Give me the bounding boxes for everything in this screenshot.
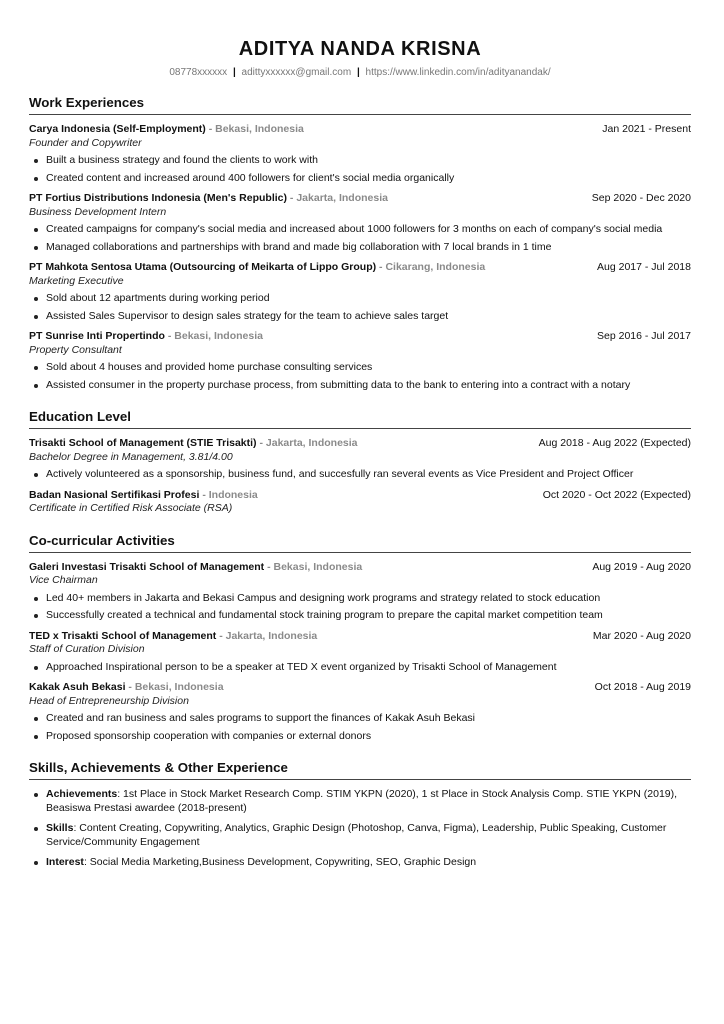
organization-name: Kakak Asuh Bekasi (29, 681, 126, 693)
organization-name: TED x Trisakti School of Management (29, 629, 217, 642)
entry-role: Certificate in Certified Risk Associate (RSA) (29, 502, 233, 514)
education-section (29, 409, 691, 516)
resume-entry (29, 123, 691, 185)
bullet-item: Created content and increased around 400 followers for client's social media organically (29, 172, 691, 186)
bullet-item: Led 40+ members in Jakarta and Bekasi Campus and designing work programs and strategy related to stock education (29, 592, 691, 606)
entry-role: Head of Entrepreneurship Division (29, 694, 189, 707)
entry-role: Bachelor Degree in Management, 3.81/4.00 (29, 450, 233, 463)
resume-page (29, 0, 691, 877)
candidate-name: ADITYA NANDA KRISNA (238, 38, 482, 60)
organization-location: - Jakarta, Indonesia (287, 192, 388, 204)
bullet-item: Successfully created a technical and fundamental stock training program to prepare the capital market competition team (29, 609, 691, 623)
bullet-list (29, 292, 691, 323)
entry-title (29, 437, 358, 451)
skills-item-label: Interest (46, 856, 84, 868)
entry-role: Marketing Executive (29, 274, 124, 287)
bullet-list (29, 661, 691, 675)
entry-date: Aug 2017 - Jul 2018 (597, 261, 691, 273)
contact-line (29, 67, 691, 78)
bullet-item: Actively volunteered as a sponsorship, business fund, and succesfully ran several events as Vice President and Project Officer (29, 468, 691, 482)
bullet-item: Assisted consumer in the property purchase process, from submitting data to the bank to entering into a contract with a notary (29, 379, 691, 393)
entry-role: Business Development Intern (29, 205, 167, 218)
entry-date: Aug 2019 - Aug 2020 (592, 560, 691, 573)
bullet-list (29, 468, 691, 482)
entry-header (29, 192, 691, 206)
section-title-education: Education Level (29, 409, 691, 429)
contact-separator: | (356, 67, 360, 78)
organization-location: - Bekasi, Indonesia (205, 123, 304, 135)
skills-item-text: : Content Creating, Copywriting, Analytics, Graphic Design (Photoshop, Canva, Figma), Leadership, Public Speaking, Customer Service/Community Engagement (46, 822, 667, 848)
email-address[interactable]: adittyxxxxxx@gmail.com (241, 67, 352, 78)
resume-entry (29, 330, 691, 392)
contact-separator: | (232, 67, 236, 78)
resume-entry (29, 561, 691, 623)
skills-item-text: : 1st Place in Stock Market Research Comp. STIM YKPN (2020), 1 st Place in Stock Analysis Comp. STIE YKPN (2019), Beasiswa Prestasi awardee (2018-present) (46, 788, 678, 814)
bullet-list (29, 712, 691, 743)
entry-date: Sep 2020 - Dec 2020 (591, 192, 691, 204)
cocurricular-entries (29, 561, 691, 744)
bullet-list (29, 361, 691, 392)
organization-name: Badan Nasional Sertifikasi Profesi (29, 488, 200, 501)
skills-item-text: : Social Media Marketing,Business Development, Copywriting, SEO, Graphic Design (83, 856, 477, 868)
entry-role: Vice Chairman (29, 574, 98, 586)
bullet-item: Built a business strategy and found the clients to work with (29, 154, 691, 168)
entry-header (29, 261, 691, 275)
entry-title (29, 330, 263, 344)
entry-header (29, 561, 691, 575)
entry-header (29, 437, 691, 451)
phone-number: 08778xxxxxx (169, 67, 228, 78)
entry-date: Jan 2021 - Present (602, 123, 691, 135)
entry-title (29, 192, 388, 206)
bullet-item: Proposed sponsorship cooperation with companies or external donors (29, 730, 691, 744)
organization-location: - Cikarang, Indonesia (376, 261, 486, 273)
entry-title (29, 261, 485, 275)
organization-name: Trisakti School of Management (STIE Trisakti) (29, 437, 257, 449)
entry-role: Founder and Copywriter (29, 136, 142, 149)
entry-date: Oct 2020 - Oct 2022 (Expected) (542, 488, 691, 501)
entry-header (29, 681, 691, 695)
bullet-list (29, 223, 691, 254)
work-section (29, 95, 691, 392)
bullet-item: Sold about 4 houses and provided home purchase consulting services (29, 361, 691, 375)
bullet-item: Approached Inspirational person to be a speaker at TED X event organized by Trisakti School of Management (29, 661, 691, 675)
organization-location: - Bekasi, Indonesia (125, 681, 224, 693)
bullet-item: Sold about 12 apartments during working period (29, 292, 691, 306)
entry-date: Aug 2018 - Aug 2022 (Expected) (538, 437, 691, 449)
bullet-item: Managed collaborations and partnerships with brand and made big collaboration with 7 local brands in 1 time (29, 241, 691, 255)
skills-item (29, 856, 691, 870)
resume-entry (29, 681, 691, 743)
entry-role: Staff of Curation Division (29, 643, 145, 655)
entry-title (29, 681, 224, 695)
entry-date: Oct 2018 - Aug 2019 (594, 681, 691, 693)
skills-item-label: Skills (46, 822, 74, 834)
skills-item (29, 788, 691, 815)
skills-item-label: Achievements (46, 788, 118, 800)
resume-entry (29, 261, 691, 323)
bullet-item: Assisted Sales Supervisor to design sales strategy for the team to achieve sales target (29, 310, 691, 324)
organization-name: PT Fortius Distributions Indonesia (Men's Republic) (29, 192, 288, 204)
organization-location: - Jakarta, Indonesia (256, 437, 358, 449)
skills-section (29, 760, 691, 870)
organization-name: Carya Indonesia (Self-Employment) (29, 123, 206, 135)
entry-date: Mar 2020 - Aug 2020 (592, 629, 691, 642)
resume-entry (29, 489, 691, 516)
entry-header (29, 330, 691, 344)
entry-title (29, 489, 258, 503)
work-entries (29, 123, 691, 392)
entry-date: Sep 2016 - Jul 2017 (597, 330, 691, 342)
education-entries (29, 437, 691, 516)
bullet-list (29, 592, 691, 623)
skills-item (29, 822, 691, 849)
entry-role: Property Consultant (29, 343, 122, 356)
skills-list (29, 788, 691, 870)
organization-location: - Bekasi, Indonesia (264, 560, 363, 573)
cocurricular-section (29, 533, 691, 744)
entry-title (29, 561, 362, 575)
entry-header (29, 123, 691, 137)
entry-title (29, 123, 304, 137)
bullet-item: Created and ran business and sales programs to support the finances of Kakak Asuh Bekasi (29, 712, 691, 726)
organization-location: - Indonesia (199, 488, 258, 501)
resume-entry (29, 630, 691, 675)
organization-location: - Jakarta, Indonesia (216, 629, 318, 642)
organization-name: PT Sunrise Inti Propertindo (29, 330, 165, 342)
entry-header (29, 630, 691, 644)
section-title-cocurricular: Co-curricular Activities (29, 533, 691, 553)
section-title-skills: Skills, Achievements & Other Experience (29, 760, 691, 780)
organization-location: - Bekasi, Indonesia (164, 330, 263, 342)
resume-entry (29, 192, 691, 254)
organization-name: Galeri Investasi Trisakti School of Management (29, 560, 265, 573)
section-title-work: Work Experiences (29, 95, 691, 115)
organization-name: PT Mahkota Sentosa Utama (Outsourcing of Meikarta of Lippo Group) (29, 261, 377, 273)
bullet-item: Created campaigns for company's social media and increased about 1000 followers for 3 months on each of company's social media (29, 223, 691, 237)
bullet-list (29, 154, 691, 185)
resume-entry (29, 437, 691, 482)
entry-header (29, 489, 691, 503)
linkedin-link[interactable]: https://www.linkedin.com/in/adityanandak/ (365, 67, 551, 78)
entry-title (29, 630, 317, 644)
